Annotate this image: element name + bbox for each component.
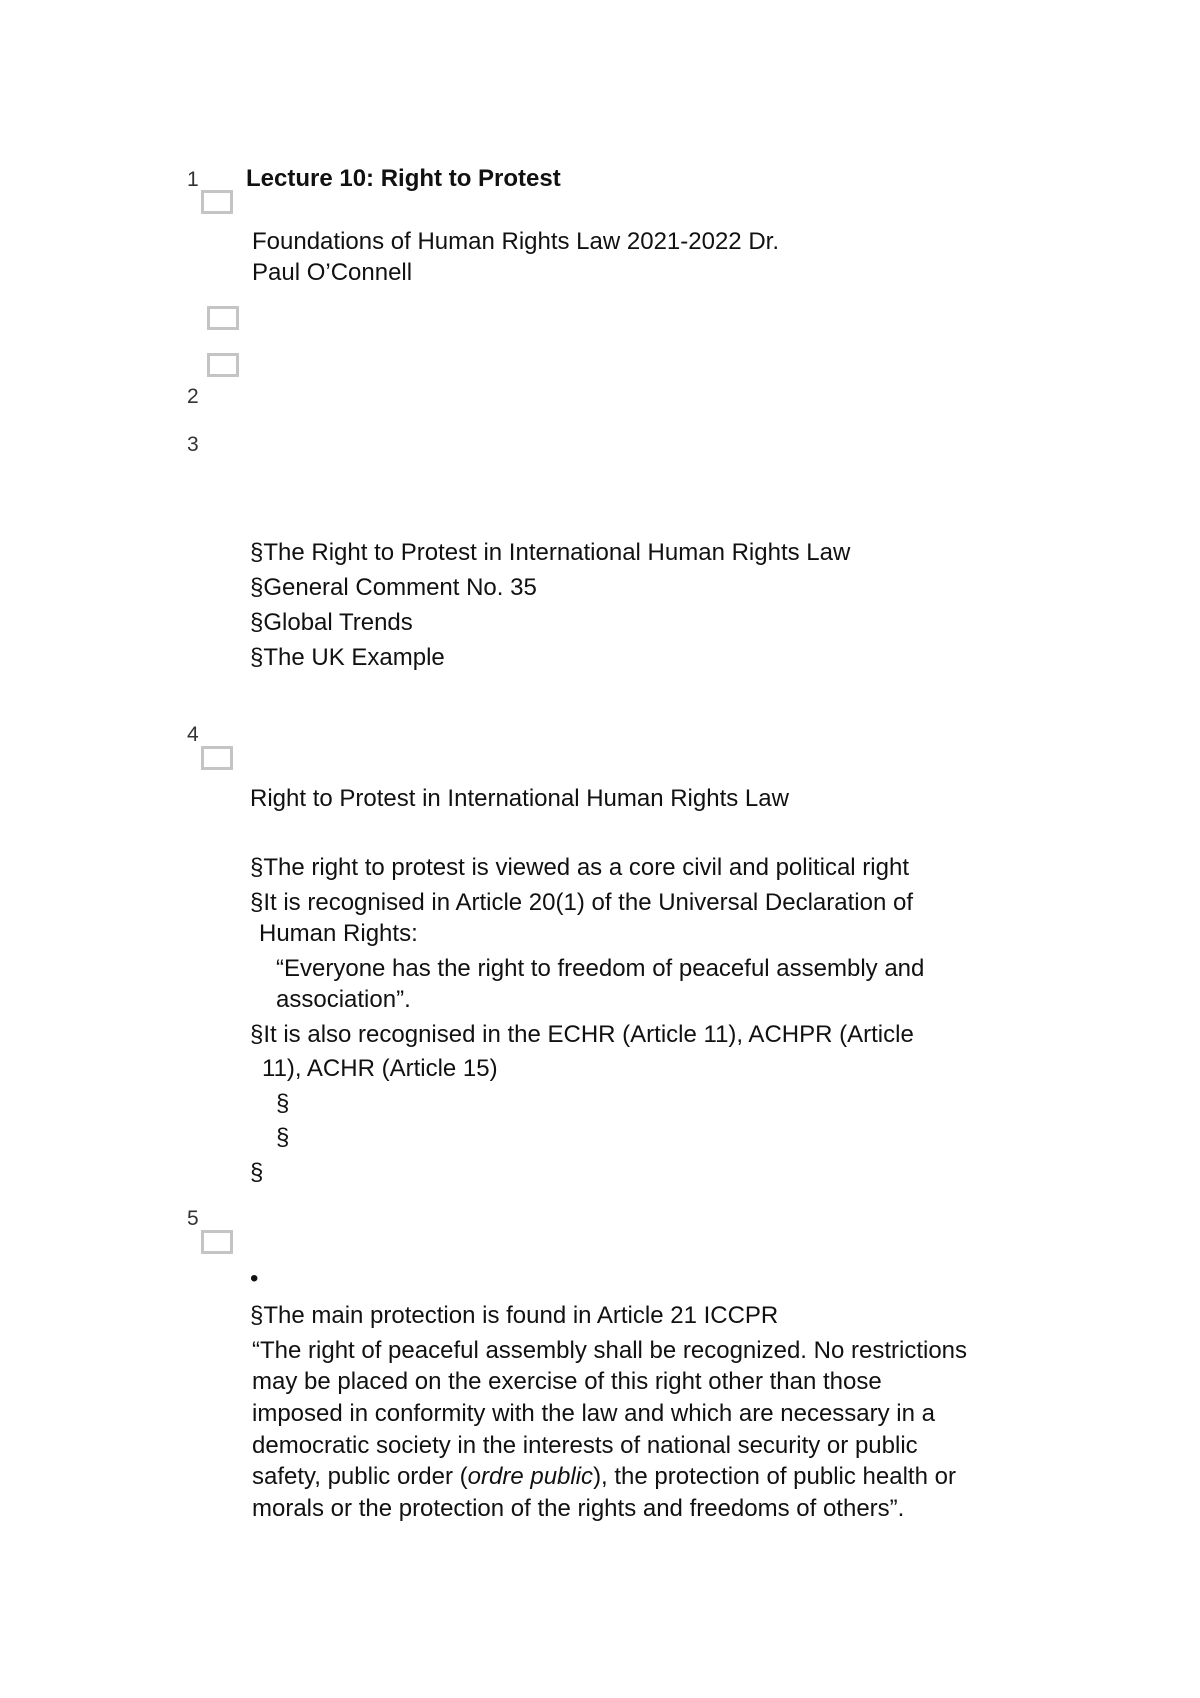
quote-line: morals or the protection of the rights and freedoms of others”. [252, 1495, 905, 1522]
document-title: Lecture 10: Right to Protest [246, 165, 561, 192]
slide-thumbnail-placeholder-icon [201, 1230, 233, 1254]
subtitle-line: Foundations of Human Rights Law 2021-2022 Dr. [252, 228, 779, 255]
section-heading: Right to Protest in International Human Rights Law [250, 785, 789, 812]
slide-number: 5 [187, 1207, 199, 1230]
image-placeholder-icon [207, 353, 239, 377]
bullet-item: §The right to protest is viewed as a core civil and political right [250, 854, 909, 881]
slide-thumbnail-placeholder-icon [201, 746, 233, 770]
bullet-item-continuation: Human Rights: [259, 920, 418, 947]
quote-line: association”. [276, 986, 411, 1013]
quote-line: democratic society in the interests of national security or public [252, 1432, 918, 1459]
quote-line: “Everyone has the right to freedom of peaceful assembly and [276, 955, 925, 982]
slide-thumbnail-placeholder-icon [201, 190, 233, 214]
quote-line: “The right of peaceful assembly shall be recognized. No restrictions [252, 1337, 968, 1364]
quote-line [252, 1461, 956, 1493]
empty-bullet: § [250, 1159, 264, 1186]
list-item: §The UK Example [250, 644, 445, 671]
quote-line: may be placed on the exercise of this right other than those [252, 1368, 882, 1395]
slide-number: 3 [187, 433, 199, 456]
bullet-item: §It is recognised in Article 20(1) of the Universal Declaration of [250, 889, 913, 916]
bullet-item: §It is also recognised in the ECHR (Article 11), ACHPR (Article [250, 1021, 914, 1048]
image-placeholder-icon [207, 306, 239, 330]
empty-bullet: § [276, 1124, 290, 1151]
list-item: §Global Trends [250, 609, 413, 636]
quote-text: safety, public order ( [252, 1463, 468, 1490]
slide-number: 1 [187, 168, 199, 191]
bullet-item-continuation: 11), ACHR (Article 15) [262, 1055, 498, 1082]
slide-number: 4 [187, 723, 199, 746]
subtitle-line: Paul O’Connell [252, 259, 413, 286]
quote-text: ), the protection of public health or [593, 1463, 956, 1490]
quote-line: imposed in conformity with the law and which are necessary in a [252, 1400, 935, 1427]
slide-number: 2 [187, 385, 199, 408]
list-item: §General Comment No. 35 [250, 574, 537, 601]
list-item: §The Right to Protest in International Human Rights Law [250, 539, 851, 566]
bullet-dot: • [250, 1265, 259, 1292]
empty-bullet: § [276, 1090, 290, 1117]
bullet-item: §The main protection is found in Article 21 ICCPR [250, 1302, 779, 1329]
quote-italic-term: ordre public [467, 1463, 594, 1490]
